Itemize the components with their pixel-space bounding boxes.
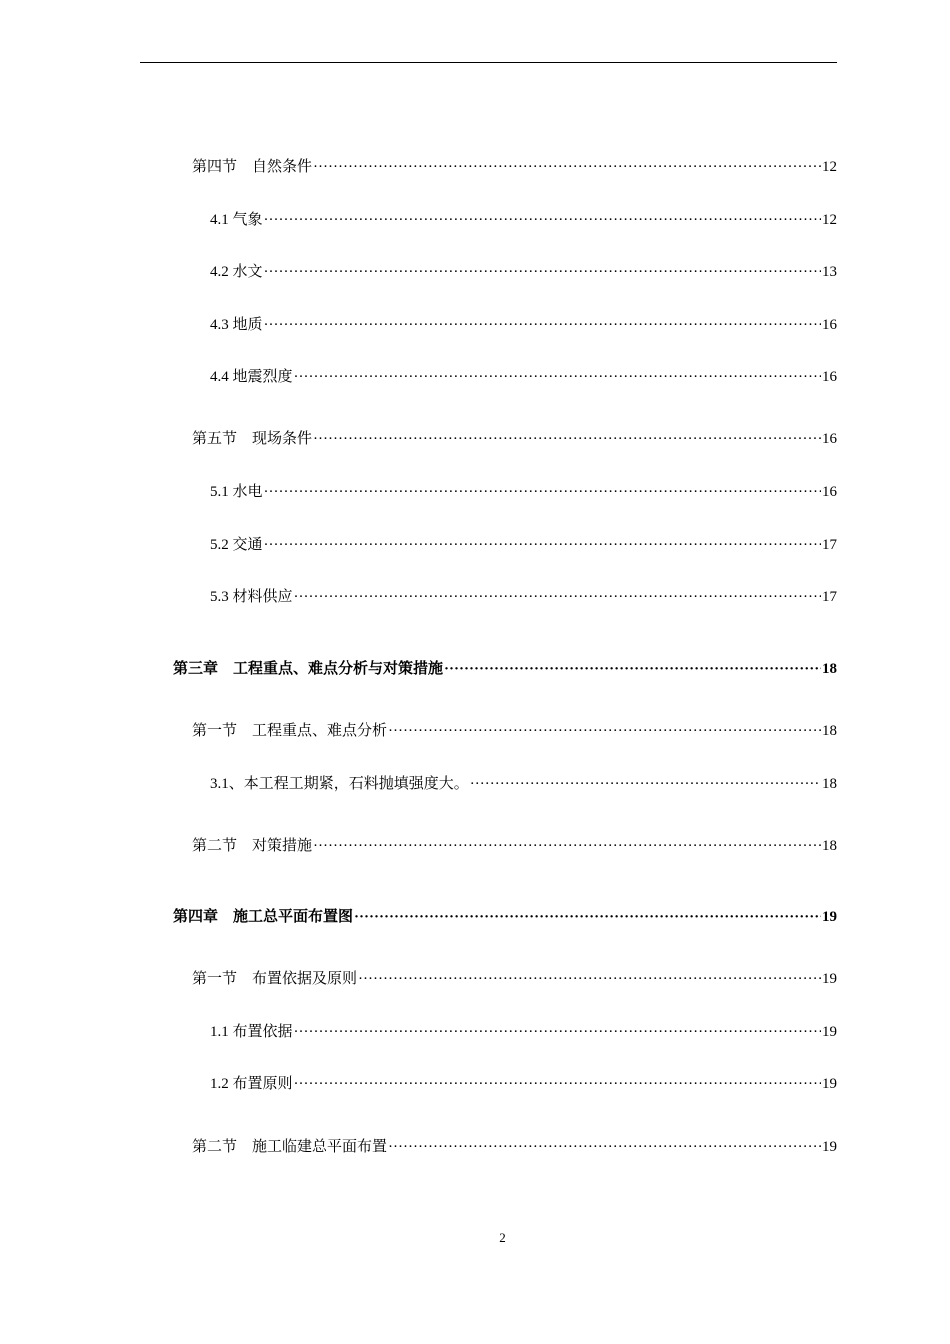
toc-entry-page: 17 bbox=[822, 537, 837, 553]
toc-entry-text: 4.2 水文 bbox=[210, 264, 263, 280]
toc-entry-page: 19 bbox=[822, 1024, 837, 1040]
toc-entry-page: 16 bbox=[822, 317, 837, 333]
toc-entry-text: 第一节 布置依据及原则 bbox=[192, 971, 358, 987]
toc-leader-dots bbox=[444, 659, 821, 679]
toc-entry-text: 1.1 布置依据 bbox=[210, 1024, 293, 1040]
toc-leader-dots bbox=[470, 774, 821, 794]
toc-entry-text: 3.1、本工程工期紧，石料抛填强度大。 bbox=[210, 776, 469, 792]
toc-entry[interactable] bbox=[192, 836, 837, 856]
toc-entry-text: 1.2 布置原则 bbox=[210, 1076, 293, 1092]
toc-leader-dots bbox=[313, 836, 821, 856]
toc-entry-page: 19 bbox=[822, 909, 837, 925]
toc-entry-text: 5.3 材料供应 bbox=[210, 589, 293, 605]
toc-entry-text: 第二节 对策措施 bbox=[192, 838, 313, 854]
toc-entry[interactable] bbox=[210, 482, 837, 502]
toc-entry-page: 12 bbox=[822, 159, 837, 175]
page-number: 2 bbox=[499, 1230, 506, 1245]
toc-entry-text: 4.3 地质 bbox=[210, 317, 263, 333]
toc-entry-page: 18 bbox=[822, 838, 837, 854]
toc-entry-page: 12 bbox=[822, 212, 837, 228]
toc-entry[interactable] bbox=[210, 262, 837, 282]
toc-entry-page: 18 bbox=[822, 723, 837, 739]
toc-leader-dots bbox=[264, 315, 821, 335]
toc-entry-text: 第三章 工程重点、难点分析与对策措施 bbox=[173, 661, 444, 677]
toc-leader-dots bbox=[313, 429, 821, 449]
toc-leader-dots bbox=[313, 157, 821, 177]
toc-leader-dots bbox=[388, 721, 821, 741]
header-rule bbox=[140, 62, 837, 63]
toc-entry[interactable] bbox=[210, 1074, 837, 1094]
toc-entry-page: 16 bbox=[822, 431, 837, 447]
toc-entry[interactable] bbox=[210, 210, 837, 230]
toc-entry-page: 17 bbox=[822, 589, 837, 605]
toc-entry-text: 第五节 现场条件 bbox=[192, 431, 313, 447]
toc-entry[interactable] bbox=[210, 535, 837, 555]
toc-entry-page: 18 bbox=[822, 661, 837, 677]
toc-entry-page: 19 bbox=[822, 1139, 837, 1155]
toc-entry-text: 5.2 交通 bbox=[210, 537, 263, 553]
toc-leader-dots bbox=[264, 262, 821, 282]
toc-entry-text: 4.1 气象 bbox=[210, 212, 263, 228]
toc-entry-page: 19 bbox=[822, 1076, 837, 1092]
toc-entry-text: 第四节 自然条件 bbox=[192, 159, 313, 175]
toc-entry-page: 16 bbox=[822, 484, 837, 500]
toc-entry[interactable] bbox=[192, 429, 837, 449]
toc-leader-dots bbox=[294, 1022, 821, 1042]
toc-entry[interactable] bbox=[192, 969, 837, 989]
toc-entry-text: 第四章 施工总平面布置图 bbox=[173, 909, 354, 925]
toc-entry-page: 13 bbox=[822, 264, 837, 280]
toc-leader-dots bbox=[358, 969, 821, 989]
toc-leader-dots bbox=[388, 1137, 821, 1157]
toc-entry[interactable] bbox=[210, 587, 837, 607]
toc-entry[interactable] bbox=[192, 721, 837, 741]
toc-entry-page: 18 bbox=[822, 776, 837, 792]
toc-leader-dots bbox=[294, 587, 821, 607]
toc-leader-dots bbox=[294, 1074, 821, 1094]
toc-leader-dots bbox=[294, 367, 821, 387]
toc-entry-page: 19 bbox=[822, 971, 837, 987]
toc-leader-dots bbox=[264, 535, 821, 555]
toc-entry[interactable] bbox=[210, 315, 837, 335]
toc-entry[interactable] bbox=[192, 1137, 837, 1157]
toc-entry[interactable] bbox=[210, 774, 837, 794]
toc-entry-chapter[interactable] bbox=[173, 907, 837, 927]
toc-entry[interactable] bbox=[210, 367, 837, 387]
toc-entry-chapter[interactable] bbox=[173, 659, 837, 679]
toc-leader-dots bbox=[264, 482, 821, 502]
toc-entry-page: 16 bbox=[822, 369, 837, 385]
toc-entry-text: 第一节 工程重点、难点分析 bbox=[192, 723, 388, 739]
toc-entry-text: 第二节 施工临建总平面布置 bbox=[192, 1139, 388, 1155]
toc-entry-text: 4.4 地震烈度 bbox=[210, 369, 293, 385]
toc-entry-text: 5.1 水电 bbox=[210, 484, 263, 500]
toc-entry[interactable] bbox=[210, 1022, 837, 1042]
toc-leader-dots bbox=[354, 907, 821, 927]
toc-leader-dots bbox=[264, 210, 821, 230]
toc-entry[interactable] bbox=[192, 157, 837, 177]
